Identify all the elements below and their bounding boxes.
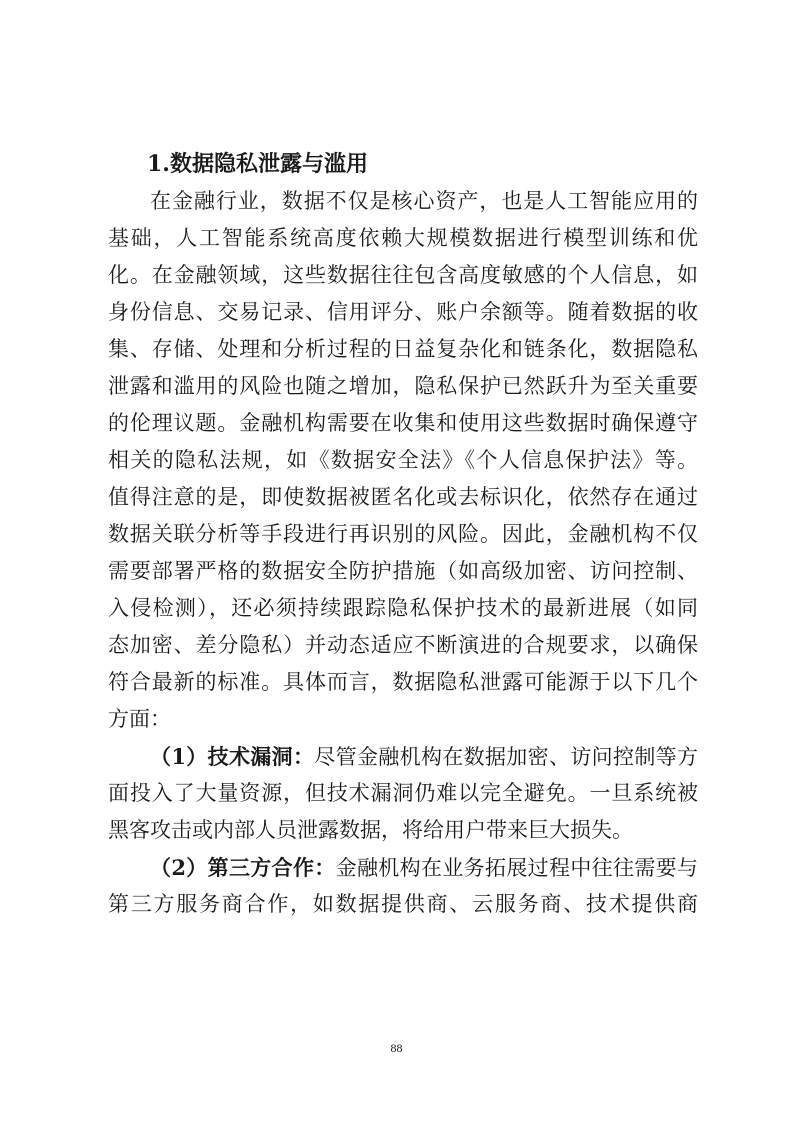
paragraph-line: 符合最新的标准。具体而言，数据隐私泄露可能源于以下几个 [108,670,698,694]
paragraph-line: 的伦理议题。金融机构需要在收集和使用这些数据时确保遵守 [108,411,698,435]
list-item-text: 尽管金融机构在数据加密、访问控制等方 [314,745,698,769]
paragraph-line: 集、存储、处理和分析过程的日益复杂化和链条化，数据隐私 [108,337,698,361]
paragraph-line: 在金融行业，数据不仅是核心资产，也是人工智能应用的 [150,189,698,213]
list-item-text: 金融机构在业务拓展过程中往往需要与 [335,856,698,880]
paragraph-line: 值得注意的是，即使数据被匿名化或去标识化，依然存在通过 [108,485,698,509]
paragraph-line: 第三方服务商合作，如数据提供商、云服务商、技术提供商 [108,892,698,916]
paragraph-line: 数据关联分析等手段进行再识别的风险。因此，金融机构不仅 [108,522,698,546]
paragraph-line: 黑客攻击或内部人员泄露数据，将给用户带来巨大损失。 [108,818,633,842]
paragraph-line: 态加密、差分隐私）并动态适应不断演进的合规要求，以确保 [108,633,698,657]
paragraph-line: 面投入了大量资源，但技术漏洞仍难以完全避免。一旦系统被 [108,781,698,805]
page-number: 88 [390,1041,403,1055]
list-item-label: （1）技术漏洞： [150,744,315,769]
list-item-technical-vulnerability [108,738,698,775]
list-item-label: （2）第三方合作： [150,855,336,880]
list-item-third-party [108,849,698,886]
paragraph-line: 化。在金融领域，这些数据往往包含高度敏感的个人信息，如 [108,263,698,287]
paragraph-line: 相关的隐私法规，如《数据安全法》《个人信息保护法》等。 [108,448,698,472]
paragraph-line: 泄露和滥用的风险也随之增加，隐私保护已然跃升为至关重要 [108,374,698,398]
paragraph-line: 入侵检测），还必须持续跟踪隐私保护技术的最新进展（如同 [108,596,698,620]
paragraph-data-privacy [108,183,698,923]
paragraph-line: 方面： [108,707,171,731]
paragraph-line: 需要部署严格的数据安全防护措施（如高级加密、访问控制、 [108,559,698,583]
section-heading: 1.数据隐私泄露与滥用 [147,151,368,177]
paragraph-line: 身份信息、交易记录、信用评分、账户余额等。随着数据的收 [108,300,698,324]
paragraph-line: 基础，人工智能系统高度依赖大规模数据进行模型训练和优 [108,226,698,250]
